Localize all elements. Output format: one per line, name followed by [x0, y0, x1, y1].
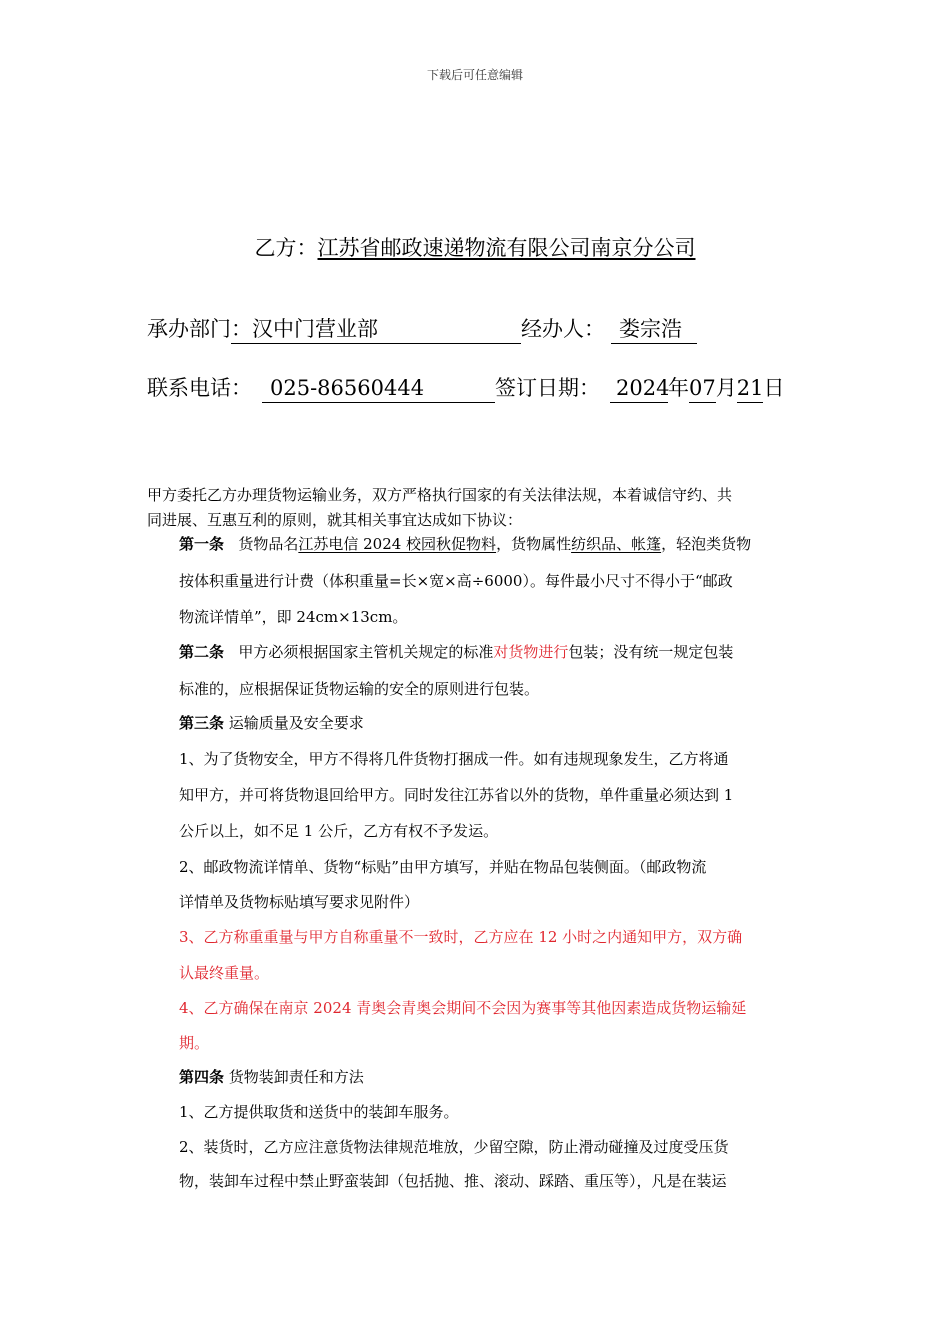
intro-line-2: 同进展、互惠互利的原则，就其相关事宜达成如下协议： — [147, 511, 523, 529]
article3-item4-line2: 期。 — [179, 1034, 210, 1052]
article3-item3-line2: 认最终重量。 — [179, 964, 270, 982]
sign-date-label: 签订日期： — [495, 376, 600, 400]
article3-item3-line1: 3、乙方称重重量与甲方自称重量不一致时，乙方应在 12 小时之内通知甲方，双方确 — [179, 928, 743, 946]
article2-text-red: 对货物进行 — [493, 643, 569, 661]
article3-item1-line3: 公斤以上，如不足 1 公斤，乙方有权不予发运。 — [179, 822, 499, 840]
article2-text-c: 包装；没有统一规定包装 — [568, 643, 734, 661]
article1-line-3: 物流详情单”，即 24cm×13cm。 — [179, 608, 408, 626]
sign-date-day-unit: 日 — [763, 376, 785, 400]
department-label: 承办部门 — [147, 317, 231, 341]
article4-subtitle: 货物装卸责任和方法 — [228, 1068, 364, 1086]
handler-label: 经办人： — [521, 317, 605, 341]
department-line — [147, 313, 697, 344]
article4-item2-line1: 2、装货时，乙方应注意货物法律规范堆放，少留空隙，防止滑动碰撞及过度受压货 — [179, 1138, 729, 1156]
sign-date-day: 21 — [737, 376, 764, 403]
intro-line-1: 甲方委托乙方办理货物运输业务，双方严格执行国家的有关法律法规，本着诚信守约、共 — [147, 486, 733, 504]
phone-date-line — [147, 372, 784, 403]
article3-item1-line1: 1、为了货物安全，甲方不得将几件货物打捆成一件。如有违规现象发生，乙方将通 — [179, 750, 729, 768]
party-b-line — [0, 232, 950, 262]
sign-date-year: 2024 — [610, 376, 668, 403]
article3-subtitle: 运输质量及安全要求 — [228, 714, 364, 732]
article1-title: 第一条 — [179, 535, 225, 553]
article3-item2-line2: 详情单及货物标贴填写要求见附件） — [179, 893, 420, 911]
article3-item4-line1: 4、乙方确保在南京 2024 青奥会青奥会期间不会因为赛事等其他因素造成货物运输延 — [179, 999, 747, 1017]
article3-item1-line2: 知甲方，并可将货物退回给甲方。同时发往江苏省以外的货物，单件重量必须达到 1 — [179, 786, 734, 804]
article3-title: 第三条 — [179, 714, 225, 732]
department-value: ：汉中门营业部 — [231, 317, 521, 344]
article3-item2-line1: 2、邮政物流详情单、货物“标贴”由甲方填写，并贴在物品包装侧面。（邮政物流 — [179, 858, 707, 876]
article1-line-1 — [179, 533, 751, 554]
sign-date-month-unit: 月 — [715, 376, 737, 400]
article4-item2-line2: 物，装卸车过程中禁止野蛮装卸（包括抛、推、滚动、踩踏、重压等），凡是在装运 — [179, 1172, 727, 1190]
party-b-label: 乙方： — [254, 236, 318, 260]
sign-date-month: 07 — [689, 376, 716, 403]
article1-goods-name: 江苏电信 2024 校园秋促物料 — [298, 535, 497, 553]
article1-text-e: ，轻泡类货物 — [661, 535, 752, 553]
article2-line-1 — [179, 641, 733, 662]
handler-value: 娄宗浩 — [611, 317, 697, 344]
article4-heading — [179, 1066, 364, 1087]
article1-goods-attr: 纺织品、帐篷 — [571, 535, 662, 553]
header-note: 下载后可任意编辑 — [426, 68, 523, 82]
party-b-value: 江苏省邮政速递物流有限公司南京分公司 — [317, 236, 696, 260]
article1-line-2: 按体积重量进行计费（体积重量=长×宽×高÷6000）。每件最小尺寸不得小于“邮政 — [179, 572, 733, 590]
article2-title: 第二条 — [179, 643, 225, 661]
article1-text-a: 货物品名 — [238, 535, 299, 553]
article4-item1: 1、乙方提供取货和送货中的装卸车服务。 — [179, 1103, 459, 1121]
sign-date-year-unit: 年 — [668, 376, 689, 400]
phone-value: 025-86560444 — [262, 376, 495, 403]
phone-label: 联系电话： — [147, 376, 252, 400]
article3-heading — [179, 712, 364, 733]
article2-line-2: 标准的，应根据保证货物运输的安全的原则进行包装。 — [179, 680, 540, 698]
article1-text-c: ，货物属性 — [496, 535, 572, 553]
article2-text-a: 甲方必须根据国家主管机关规定的标准 — [238, 643, 494, 661]
article4-title: 第四条 — [179, 1068, 225, 1086]
